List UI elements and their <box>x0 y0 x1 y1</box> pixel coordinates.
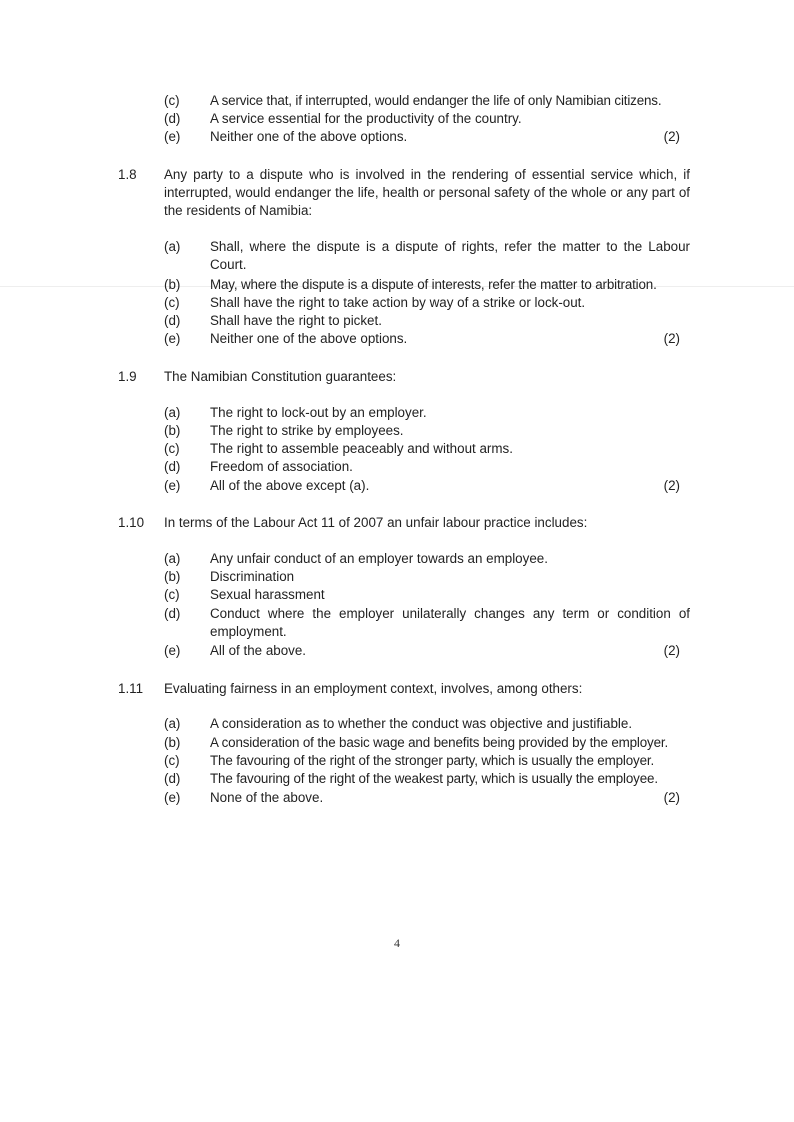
option-text: All of the above. <box>210 643 307 658</box>
option-text: Neither one of the above options. <box>210 129 408 144</box>
option-letter: (d) <box>164 771 181 786</box>
option-letter: (e) <box>164 790 181 805</box>
question-number: 1.10 <box>118 515 145 530</box>
option-text: Shall, where the dispute is a dispute of rights, refer the matter to the Labour Court. <box>210 239 690 272</box>
marks-label: (2) <box>663 331 680 346</box>
option-letter: (d) <box>164 606 181 621</box>
option-text: May, where the dispute is a dispute of interests, refer the matter to arbitration. <box>210 277 657 292</box>
option-text: The favouring of the right of the weakest party, which is usually the employee. <box>210 771 658 786</box>
option-letter: (b) <box>164 569 181 584</box>
option-letter: (c) <box>164 93 180 108</box>
option-letter: (b) <box>164 735 181 750</box>
option-letter: (b) <box>164 277 181 292</box>
option-text: Shall have the right to picket. <box>210 313 382 328</box>
option-letter: (a) <box>164 405 181 420</box>
question-text: Any party to a dispute who is involved in the rendering of essential service which, if interrupted, would endanger the life, health or personal safety of the whole or any part of the residents of Namibia: <box>164 167 690 218</box>
option-letter: (b) <box>164 423 181 438</box>
option-text: Shall have the right to take action by way of a strike or lock-out. <box>210 295 586 310</box>
option-text: Discrimination <box>210 569 295 584</box>
option-text: A service that, if interrupted, would endanger the life of only Namibian citizens. <box>210 93 662 108</box>
page-number: 4 <box>394 936 400 950</box>
marks-label: (2) <box>663 643 680 658</box>
option-text: A consideration as to whether the conduct was objective and justifiable. <box>210 716 633 731</box>
option-text: The right to strike by employees. <box>210 423 404 438</box>
marks-label: (2) <box>663 129 680 144</box>
question-number: 1.8 <box>118 167 137 182</box>
option-letter: (d) <box>164 111 181 126</box>
marks-label: (2) <box>663 790 680 805</box>
option-letter: (e) <box>164 478 181 493</box>
option-letter: (c) <box>164 295 180 310</box>
option-letter: (c) <box>164 753 180 768</box>
option-text: None of the above. <box>210 790 324 805</box>
option-letter: (c) <box>164 441 180 456</box>
option-letter: (a) <box>164 239 181 254</box>
question-text: In terms of the Labour Act 11 of 2007 an unfair labour practice includes: <box>164 515 588 530</box>
question-text: The Namibian Constitution guarantees: <box>164 369 397 384</box>
question-number: 1.11 <box>118 681 144 696</box>
option-text: All of the above except (a). <box>210 478 370 493</box>
option-text: Freedom of association. <box>210 459 353 474</box>
option-letter: (c) <box>164 587 180 602</box>
option-text: The right to assemble peaceably and without arms. <box>210 441 513 456</box>
option-letter: (e) <box>164 643 181 658</box>
question-number: 1.9 <box>118 369 137 384</box>
option-text: Sexual harassment <box>210 587 325 602</box>
question-text: Evaluating fairness in an employment context, involves, among others: <box>164 681 583 696</box>
option-text: A consideration of the basic wage and benefits being provided by the employer. <box>210 735 669 750</box>
option-letter: (d) <box>164 459 181 474</box>
option-text: The favouring of the right of the stronger party, which is usually the employer. <box>210 753 655 768</box>
option-letter: (a) <box>164 716 181 731</box>
option-letter: (e) <box>164 331 181 346</box>
option-letter: (a) <box>164 551 181 566</box>
option-text: Any unfair conduct of an employer towards an employee. <box>210 551 548 566</box>
option-letter: (d) <box>164 313 181 328</box>
option-text: The right to lock-out by an employer. <box>210 405 427 420</box>
option-text: Conduct where the employer unilaterally changes any term or condition of employment. <box>210 606 690 639</box>
option-text: A service essential for the productivity of the country. <box>210 111 522 126</box>
option-letter: (e) <box>164 129 181 144</box>
option-text: Neither one of the above options. <box>210 331 408 346</box>
marks-label: (2) <box>663 478 680 493</box>
